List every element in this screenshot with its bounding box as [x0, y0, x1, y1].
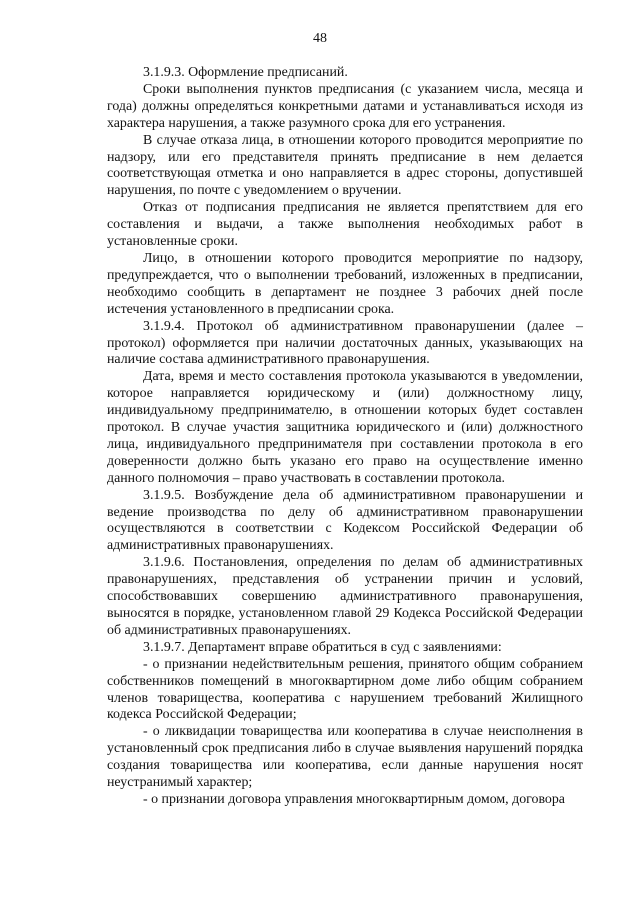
page-number: 48: [313, 31, 327, 46]
section-3-1-9-5-case-initiation: 3.1.9.5. Возбуждение дела об административном правонарушении и ведение производства по делу об административном правонарушении осуществляются в соответствии с Кодексом Российской Федерации об административных правонарушениях.: [107, 487, 583, 554]
list-item-management-contract: - о признании договора управления многоквартирным домом, договора: [143, 791, 565, 807]
section-3-1-9-7-court-claims: 3.1.9.7. Департамент вправе обратиться в суд с заявлениями:: [143, 639, 502, 655]
section-3-1-9-6-resolutions: 3.1.9.6. Постановления, определения по делам об административных правонарушениях, представления об устранении причин и условий, способствовавших совершению административного правонарушения, выносятся в порядке, установленном главой 29 Кодекса Российской Федерации об административных правонарушениях.: [107, 555, 583, 638]
list-item-invalid-decision: - о признании недействительным решения, принятого общим собранием собственников помещений в многоквартирном доме либо общим собранием членов товарищества, кооператива с нарушением требований Жилищного кодекса Российской Федерации;: [107, 656, 583, 723]
list-item-liquidation: - о ликвидации товарищества или кооператива в случае неисполнения в установленный срок предписания либо в случае выявления нарушений порядка создания товарищества или кооператива, если данные нарушения носят неустранимый характер;: [107, 724, 583, 791]
section-heading-3-1-9-3: 3.1.9.3. Оформление предписаний.: [143, 65, 348, 80]
paragraph-deadlines: Сроки выполнения пунктов предписания (с указанием числа, месяца и года) должны определяться конкретными датами и устанавливаться исходя из характера нарушения, а также разумного срока для его устранения.: [107, 81, 583, 131]
paragraph-notification-duty: Лицо, в отношении которого проводится мероприятие по надзору, предупреждается, что о выполнении требований, изложенных в предписании, необходимо сообщить в департамент не позднее 3 рабочих дней после истечения установленного в предписании срока.: [107, 250, 583, 317]
document-body: [107, 65, 583, 809]
paragraph-refusal-to-sign: Отказ от подписания предписания не является препятствием для его составления и выдачи, а также выполнения необходимых работ в установленные сроки.: [107, 200, 583, 250]
section-3-1-9-4-protocol: 3.1.9.4. Протокол об административном правонарушении (далее – протокол) оформляется при наличии достаточных данных, указывающих на наличие состава административного правонарушения.: [107, 318, 583, 368]
paragraph-protocol-date-place: Дата, время и место составления протокола указываются в уведомлении, которое направляется юридическому и (или) должностному лицу, индивидуальному предпринимателю, в отношении которых будет составлен протокол. В случае участия защитника юридического и (или) должностного лица, индивидуального предпринимателя при составлении протокола в его доверенности должно быть указано его право на осуществление именно данного полномочия – право участвовать в составлении протокола.: [107, 369, 583, 486]
paragraph-refusal-to-accept: В случае отказа лица, в отношении которого проводится мероприятие по надзору, или его представителя принять предписание в нем делается соответствующая отметка и оно направляется в адрес стороны, допустившей нарушения, по почте с уведомлением о вручении.: [107, 132, 583, 199]
